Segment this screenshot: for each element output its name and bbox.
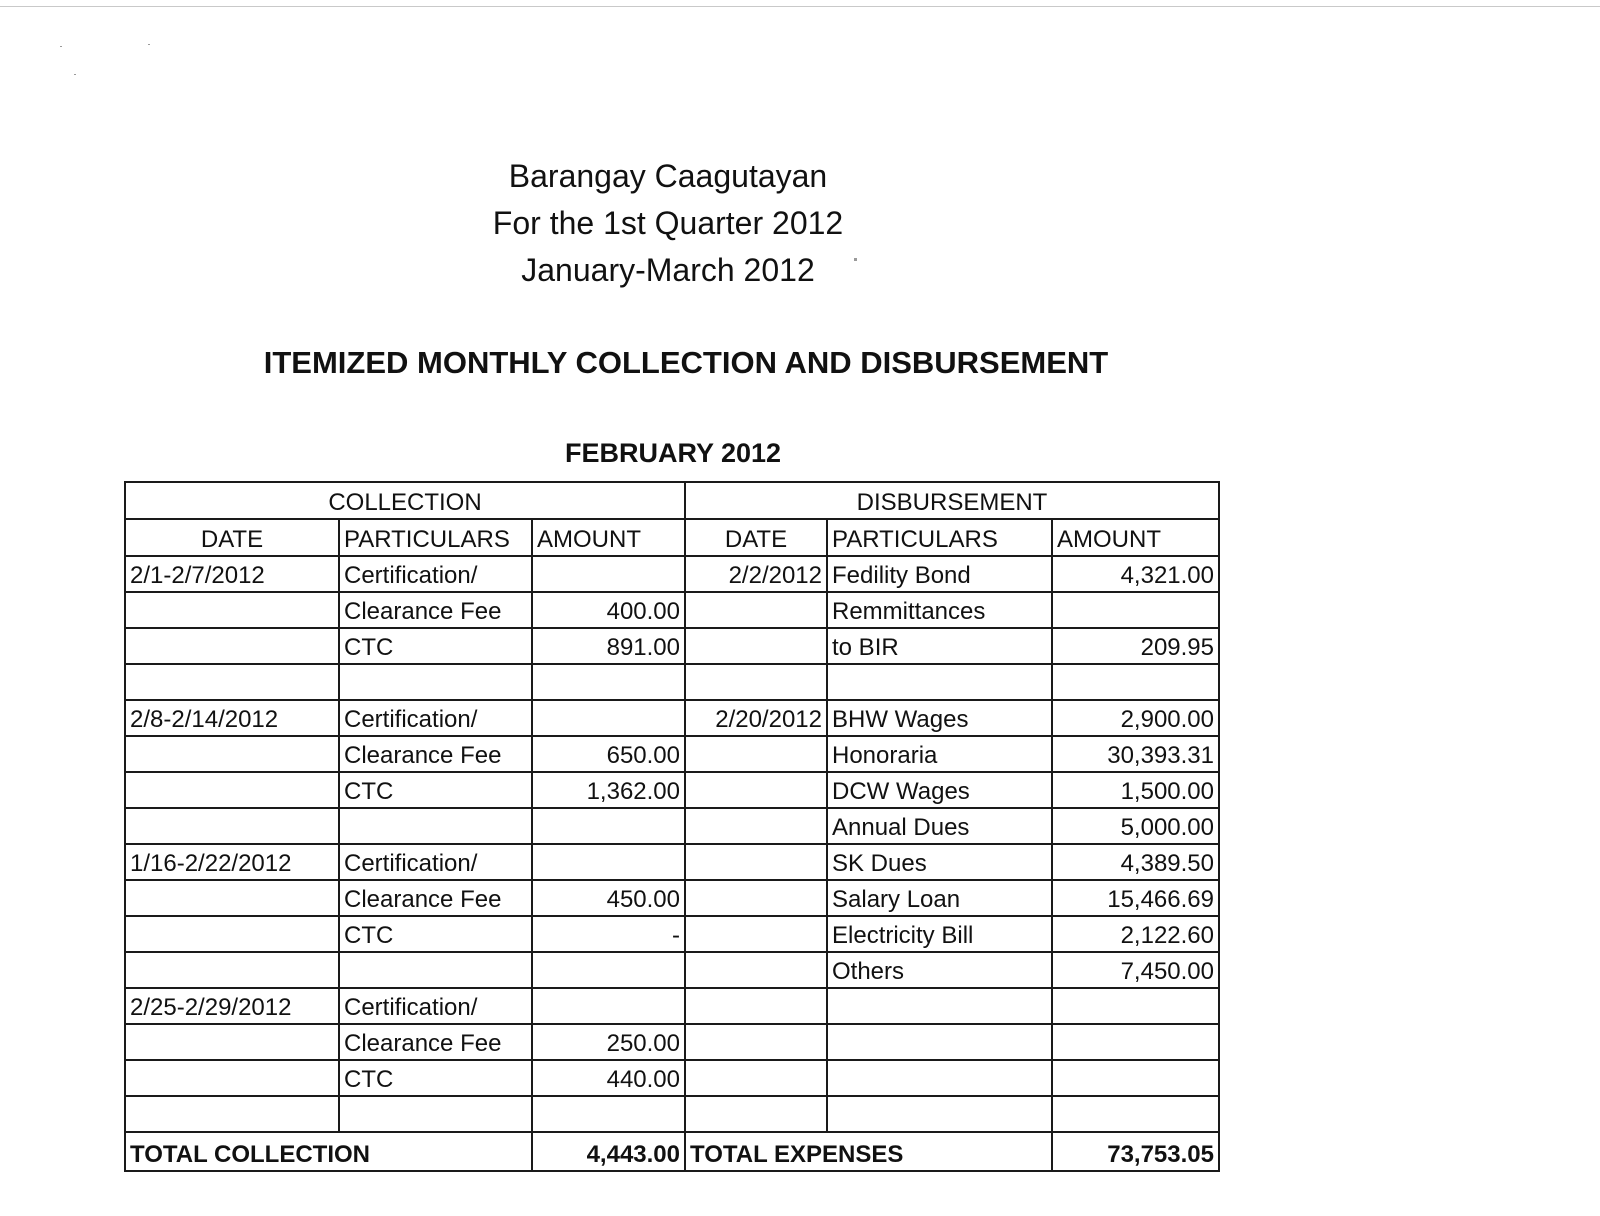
table-row: [125, 880, 1219, 916]
disbursement-amount-cell: 2,900.00: [1052, 700, 1219, 736]
barangay-name: Barangay Caagutayan: [508, 158, 828, 194]
disbursement-date-cell: [685, 736, 827, 772]
table-row: [125, 556, 1219, 592]
table-row: [125, 1060, 1219, 1096]
col-collection-amount: AMOUNT: [532, 519, 685, 556]
collection-heading: COLLECTION: [125, 482, 685, 519]
disbursement-date-cell: [685, 664, 827, 700]
collection-particulars-cell: Certification/: [339, 988, 532, 1024]
total-expenses-label: TOTAL EXPENSES: [685, 1132, 1052, 1171]
disbursement-particulars-cell: Honoraria: [827, 736, 1052, 772]
disbursement-date-cell: [685, 988, 827, 1024]
collection-particulars-cell: CTC: [339, 628, 532, 664]
disbursement-amount-cell: [1052, 1024, 1219, 1060]
disbursement-heading: DISBURSEMENT: [685, 482, 1219, 519]
disbursement-particulars-cell: Others: [827, 952, 1052, 988]
table-row: [125, 952, 1219, 988]
collection-amount-cell: [532, 952, 685, 988]
ledger-table: [124, 481, 1220, 1172]
collection-date-cell: [125, 736, 339, 772]
collection-date-cell: [125, 808, 339, 844]
collection-date-cell: [125, 1024, 339, 1060]
month-label: FEBRUARY 2012: [564, 438, 782, 468]
collection-date-cell: 2/25-2/29/2012: [125, 988, 339, 1024]
disbursement-particulars-cell: [827, 1024, 1052, 1060]
table-row: [125, 736, 1219, 772]
page-title: ITEMIZED MONTHLY COLLECTION AND DISBURSEMENT: [263, 345, 1109, 380]
section-header-row: [125, 482, 1219, 519]
totals-row: [125, 1132, 1219, 1171]
disbursement-date-cell: [685, 628, 827, 664]
collection-amount-cell: -: [532, 916, 685, 952]
disbursement-amount-cell: 5,000.00: [1052, 808, 1219, 844]
disbursement-particulars-cell: DCW Wages: [827, 772, 1052, 808]
collection-particulars-cell: [339, 664, 532, 700]
collection-date-cell: [125, 1060, 339, 1096]
collection-amount-cell: 250.00: [532, 1024, 685, 1060]
table-row: [125, 988, 1219, 1024]
col-collection-date: DATE: [125, 519, 339, 556]
collection-amount-cell: 440.00: [532, 1060, 685, 1096]
collection-particulars-cell: [339, 952, 532, 988]
disbursement-date-cell: 2/2/2012: [685, 556, 827, 592]
column-header-row: [125, 519, 1219, 556]
disbursement-particulars-cell: BHW Wages: [827, 700, 1052, 736]
collection-date-cell: 2/8-2/14/2012: [125, 700, 339, 736]
collection-amount-cell: [532, 844, 685, 880]
disbursement-amount-cell: 4,321.00: [1052, 556, 1219, 592]
disbursement-particulars-cell: Remmittances: [827, 592, 1052, 628]
collection-particulars-cell: [339, 1096, 532, 1132]
disbursement-date-cell: [685, 916, 827, 952]
total-collection-amount: 4,443.00: [532, 1132, 685, 1171]
collection-particulars-cell: Clearance Fee: [339, 1024, 532, 1060]
table-row: [125, 772, 1219, 808]
collection-amount-cell: 891.00: [532, 628, 685, 664]
disbursement-date-cell: [685, 844, 827, 880]
disbursement-particulars-cell: [827, 664, 1052, 700]
collection-particulars-cell: Clearance Fee: [339, 880, 532, 916]
table-row: [125, 1096, 1219, 1132]
document-header: [0, 153, 1336, 294]
collection-date-cell: [125, 916, 339, 952]
collection-particulars-cell: Certification/: [339, 700, 532, 736]
collection-amount-cell: [532, 556, 685, 592]
collection-amount-cell: [532, 1096, 685, 1132]
collection-amount-cell: [532, 808, 685, 844]
collection-amount-cell: 400.00: [532, 592, 685, 628]
collection-date-cell: [125, 880, 339, 916]
disbursement-particulars-cell: [827, 988, 1052, 1024]
collection-date-cell: [125, 772, 339, 808]
collection-date-cell: [125, 592, 339, 628]
collection-amount-cell: [532, 988, 685, 1024]
disbursement-amount-cell: 209.95: [1052, 628, 1219, 664]
collection-date-cell: 2/1-2/7/2012: [125, 556, 339, 592]
table-row: [125, 916, 1219, 952]
collection-date-cell: 1/16-2/22/2012: [125, 844, 339, 880]
disbursement-particulars-cell: Fedility Bond: [827, 556, 1052, 592]
collection-date-cell: [125, 1096, 339, 1132]
col-collection-particulars: PARTICULARS: [339, 519, 532, 556]
disbursement-date-cell: [685, 880, 827, 916]
collection-amount-cell: 1,362.00: [532, 772, 685, 808]
report-period: For the 1st Quarter 2012: [492, 205, 844, 241]
collection-particulars-cell: Clearance Fee: [339, 592, 532, 628]
disbursement-date-cell: 2/20/2012: [685, 700, 827, 736]
collection-amount-cell: [532, 664, 685, 700]
collection-particulars-cell: Clearance Fee: [339, 736, 532, 772]
col-disbursement-particulars: PARTICULARS: [827, 519, 1052, 556]
collection-date-cell: [125, 664, 339, 700]
collection-date-cell: [125, 628, 339, 664]
disbursement-amount-cell: [1052, 1060, 1219, 1096]
table-row: [125, 808, 1219, 844]
collection-particulars-cell: CTC: [339, 1060, 532, 1096]
collection-particulars-cell: CTC: [339, 772, 532, 808]
disbursement-date-cell: [685, 952, 827, 988]
total-expenses-amount: 73,753.05: [1052, 1132, 1219, 1171]
disbursement-date-cell: [685, 592, 827, 628]
table-row: [125, 844, 1219, 880]
disbursement-amount-cell: 7,450.00: [1052, 952, 1219, 988]
collection-amount-cell: 450.00: [532, 880, 685, 916]
disbursement-particulars-cell: Salary Loan: [827, 880, 1052, 916]
table-row: [125, 1024, 1219, 1060]
disbursement-particulars-cell: Electricity Bill: [827, 916, 1052, 952]
table-row: [125, 592, 1219, 628]
disbursement-amount-cell: [1052, 592, 1219, 628]
col-disbursement-date: DATE: [685, 519, 827, 556]
scan-speck: [74, 74, 76, 75]
disbursement-date-cell: [685, 808, 827, 844]
disbursement-particulars-cell: [827, 1096, 1052, 1132]
disbursement-amount-cell: [1052, 664, 1219, 700]
disbursement-date-cell: [685, 1024, 827, 1060]
collection-particulars-cell: CTC: [339, 916, 532, 952]
collection-date-cell: [125, 952, 339, 988]
disbursement-date-cell: [685, 1096, 827, 1132]
collection-particulars-cell: Certification/: [339, 844, 532, 880]
disbursement-particulars-cell: Annual Dues: [827, 808, 1052, 844]
scan-speck: [60, 46, 62, 47]
total-collection-label: TOTAL COLLECTION: [125, 1132, 532, 1171]
col-disbursement-amount: AMOUNT: [1052, 519, 1219, 556]
collection-particulars-cell: [339, 808, 532, 844]
scan-edge-line: [0, 6, 1600, 7]
disbursement-amount-cell: [1052, 1096, 1219, 1132]
collection-amount-cell: [532, 700, 685, 736]
scan-speck: [148, 44, 150, 45]
disbursement-amount-cell: 30,393.31: [1052, 736, 1219, 772]
disbursement-particulars-cell: SK Dues: [827, 844, 1052, 880]
disbursement-particulars-cell: [827, 1060, 1052, 1096]
disbursement-amount-cell: 15,466.69: [1052, 880, 1219, 916]
table-row: [125, 628, 1219, 664]
table-row: [125, 700, 1219, 736]
disbursement-amount-cell: 4,389.50: [1052, 844, 1219, 880]
table-row: [125, 664, 1219, 700]
disbursement-date-cell: [685, 1060, 827, 1096]
disbursement-particulars-cell: to BIR: [827, 628, 1052, 664]
disbursement-amount-cell: [1052, 988, 1219, 1024]
collection-particulars-cell: Certification/: [339, 556, 532, 592]
disbursement-date-cell: [685, 772, 827, 808]
disbursement-amount-cell: 1,500.00: [1052, 772, 1219, 808]
report-months: January-March 2012: [521, 252, 815, 288]
disbursement-amount-cell: 2,122.60: [1052, 916, 1219, 952]
collection-amount-cell: 650.00: [532, 736, 685, 772]
